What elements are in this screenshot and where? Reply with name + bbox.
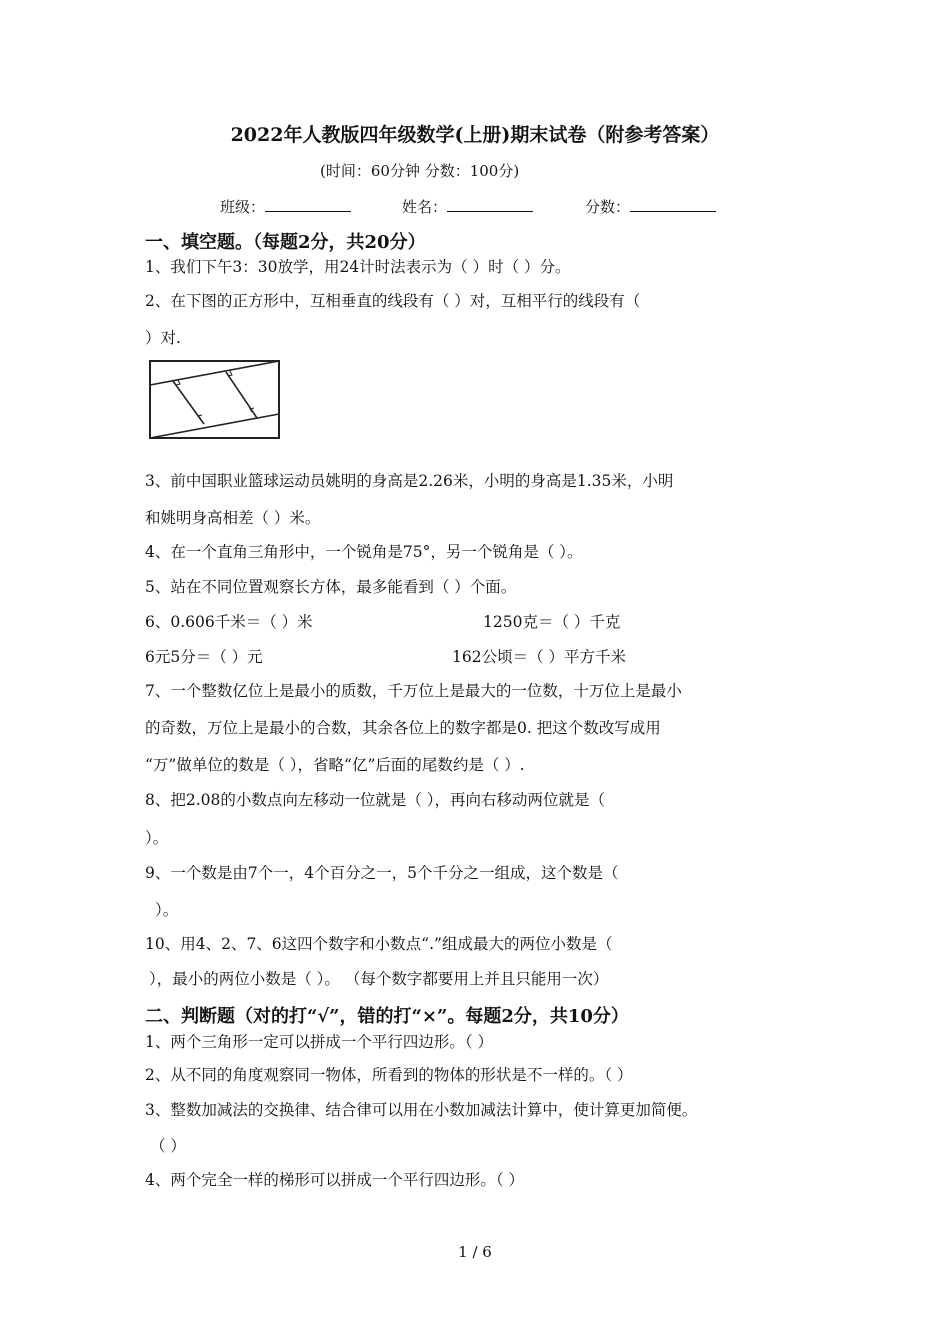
question-1-7-cont: 的奇数，万位上是最小的合数，其余各位上的数字都是0. 把这个数改写成用	[145, 719, 661, 737]
question-1-5: 5、站在不同位置观察长方体，最多能看到（ ）个面。	[145, 578, 517, 596]
page-title: 2022年人教版四年级数学(上册)期末试卷（附参考答案）	[230, 124, 720, 146]
question-1-7: 7、一个整数亿位上是最小的质数，千万位上是最大的一位数，十万位上是最小	[145, 682, 682, 700]
section-2-heading: 二、判断题（对的打“√”，错的打“×”。每题2分，共10分）	[145, 1006, 629, 1027]
figure-line-top	[150, 361, 279, 385]
rectangle-figure	[147, 358, 283, 442]
question-1-1: 1、我们下午3：30放学，用24计时法表示为（ ）时（ ）分。	[145, 258, 571, 276]
page-number: 1 / 6	[458, 1243, 492, 1261]
question-1-10: 10、用4、2、7、6这四个数字和小数点“.”组成最大的两位小数是（	[145, 935, 613, 953]
question-2-1: 1、两个三角形一定可以拼成一个平行四边形。（ ）	[145, 1033, 494, 1051]
score-blank	[630, 197, 716, 212]
question-1-7-cont2: “万”做单位的数是（ ），省略“亿”后面的尾数约是（ ）.	[145, 756, 525, 774]
score-field[interactable]	[585, 196, 716, 217]
question-2-3: 3、整数加减法的交换律、结合律可以用在小数加减法计算中，使计算更加简便。	[145, 1101, 698, 1119]
question-2-2: 2、从不同的角度观察同一物体，所看到的物体的形状是不一样的。（ ）	[145, 1066, 633, 1084]
exam-time-score: (时间：60分钟 分数：100分)	[320, 162, 520, 180]
question-1-2-cont: ）对.	[145, 329, 181, 347]
right-angle-mark-2	[198, 415, 202, 419]
question-1-9-cont: ）。	[155, 901, 179, 919]
question-1-3-cont: 和姚明身高相差（ ）米。	[145, 509, 321, 527]
question-1-6b: 1250克＝（ ）千克	[483, 613, 621, 631]
name-field[interactable]	[402, 196, 533, 217]
section-1-heading: 一、填空题。（每题2分，共20分）	[145, 232, 426, 253]
question-1-6a: 6、0.606千米＝（ ）米	[145, 613, 313, 631]
class-field[interactable]	[220, 196, 351, 217]
question-1-3: 3、前中国职业篮球运动员姚明的身高是2.26米，小明的身高是1.35米，小明	[145, 472, 674, 490]
name-label: 姓名：	[402, 198, 448, 216]
question-1-6d: 162公顷＝（ ）平方千米	[452, 648, 627, 666]
question-1-8-cont: ）。	[145, 829, 169, 847]
question-1-6c: 6元5分＝（ ）元	[145, 648, 263, 666]
figure-line-right	[226, 372, 257, 418]
question-1-9: 9、一个数是由7个一，4个百分之一，5个千分之一组成，这个数是（	[145, 864, 619, 882]
question-1-10-cont: ），最小的两位小数是（ ）。 （每个数字都要用上并且只能用一次）	[149, 970, 609, 988]
class-blank	[265, 197, 351, 212]
question-2-4: 4、两个完全一样的梯形可以拼成一个平行四边形。（ ）	[145, 1171, 525, 1189]
question-1-2: 2、在下图的正方形中，互相垂直的线段有（ ）对，互相平行的线段有（	[145, 292, 641, 310]
class-label: 班级：	[220, 198, 266, 216]
question-1-4: 4、在一个直角三角形中，一个锐角是75°，另一个锐角是（ ）。	[145, 543, 583, 561]
figure-line-bottom	[150, 414, 279, 438]
score-label: 分数：	[585, 198, 631, 216]
question-2-3-cont: （ ）	[150, 1137, 186, 1155]
name-blank	[447, 197, 533, 212]
question-1-8: 8、把2.08的小数点向左移动一位就是（ ），再向右移动两位就是（	[145, 791, 606, 809]
